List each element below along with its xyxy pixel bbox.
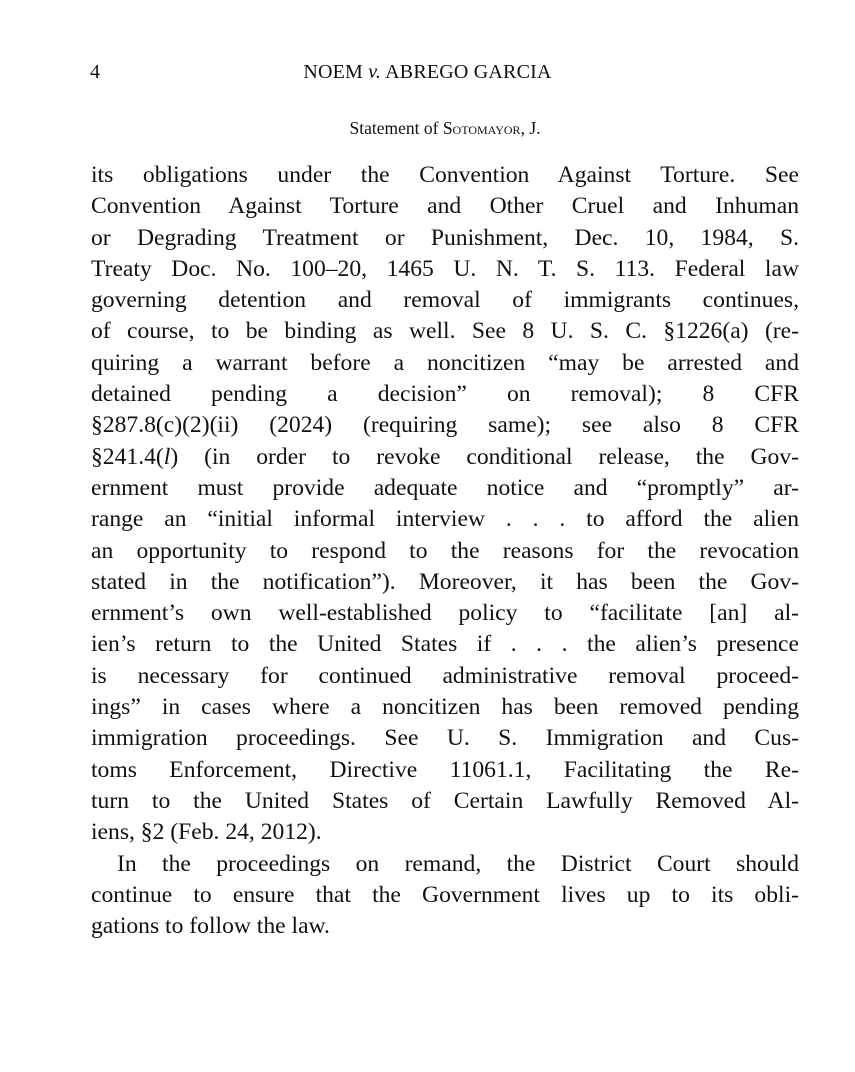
body-line: ings” in cases where a noncitizen has been removed pending — [91, 694, 799, 721]
line-241-prefix: §241.4( — [91, 443, 164, 470]
body-line: §287.8(c)(2)(ii) (2024) (requiring same); see also 8 CFR — [91, 412, 799, 439]
case-name-versus: v. — [368, 61, 382, 83]
body-line: iens, §2 (Feb. 24, 2012). — [91, 819, 322, 846]
body-line: Convention Against Torture and Other Cruel and Inhuman — [91, 193, 799, 220]
case-name-left: NOEM — [303, 61, 364, 83]
body-line: or Degrading Treatment or Punishment, Dec. 10, 1984, S. — [91, 224, 799, 251]
line-241-italic: l — [163, 443, 171, 470]
body-line: range an “initial informal interview . . . to afford the alien — [91, 506, 799, 533]
body-line: ien’s return to the United States if . . . the alien’s presence — [91, 631, 799, 658]
body-line: turn to the United States of Certain Lawfully Removed Al- — [91, 787, 799, 814]
body-line-241 — [91, 442, 799, 473]
body-line: quiring a warrant before a noncitizen “may be arrested and — [91, 349, 799, 376]
opinion-body — [91, 160, 799, 942]
body-line: toms Enforcement, Directive 11061.1, Facilitating the Re- — [91, 756, 799, 783]
case-name-right: ABREGO GARCIA — [385, 61, 552, 83]
body-line: governing detention and removal of immigrants continues, — [91, 287, 799, 314]
statement-attribution — [0, 117, 855, 139]
running-head — [0, 60, 855, 84]
body-line: immigration proceedings. See U. S. Immigration and Cus- — [91, 725, 799, 752]
body-line: ernment’s own well-established policy to “facilitate [an] al- — [91, 600, 799, 627]
body-line: ernment must provide adequate notice and “promptly” ar- — [91, 474, 799, 501]
statement-prefix: Statement of — [349, 118, 443, 138]
body-line: detained pending a decision” on removal); 8 CFR — [91, 381, 799, 408]
body-line: its obligations under the Convention Against Torture. See — [91, 162, 799, 188]
statement-suffix: , J. — [520, 118, 541, 138]
body-line: is necessary for continued administrative removal proceed- — [91, 662, 799, 689]
body-line: gations to follow the law. — [91, 913, 330, 940]
body-line: In the proceedings on remand, the District Court should — [117, 850, 799, 877]
statement-justice: Sotomayor — [442, 118, 521, 138]
page-number: 4 — [90, 61, 100, 83]
line-241-suffix: ) (in order to revoke conditional release, the Gov- — [170, 443, 799, 470]
body-line: of course, to be binding as well. See 8 U. S. C. §1226(a) (re- — [91, 318, 799, 345]
body-line: continue to ensure that the Government lives up to its obli- — [91, 881, 799, 908]
body-line: Treaty Doc. No. 100–20, 1465 U. N. T. S. 113. Federal law — [91, 255, 799, 282]
body-line: an opportunity to respond to the reasons for the revocation — [91, 537, 799, 564]
body-line: stated in the notification”). Moreover, it has been the Gov- — [91, 568, 799, 595]
